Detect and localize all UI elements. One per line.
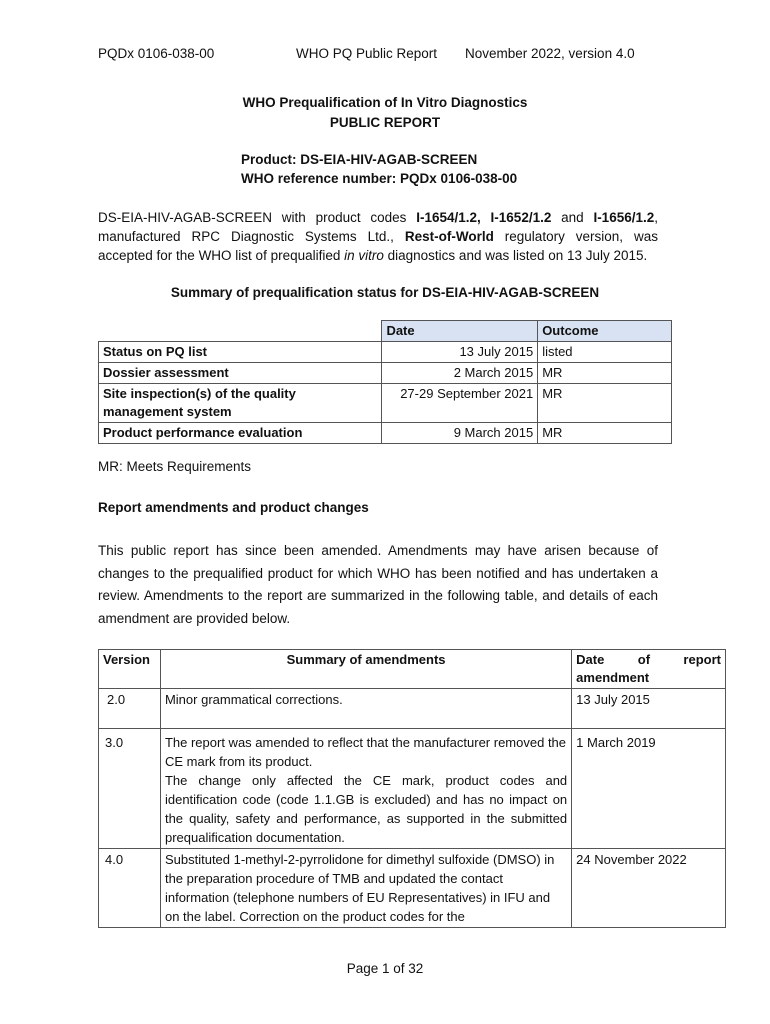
col-date: Date <box>382 321 538 342</box>
col-summary: Summary of amendments <box>160 650 571 689</box>
intro-text-3: regulatory version, was accepted for the WHO list of prequalified <box>98 229 658 263</box>
row-outcome: MR <box>538 363 672 384</box>
status-table <box>98 320 672 444</box>
version-cell: 4.0 <box>99 849 161 928</box>
intro-text-4: diagnostics and was listed on 13 July 2015. <box>383 248 648 263</box>
row-outcome: listed <box>538 342 672 363</box>
summary-cell: Minor grammatical corrections. <box>160 689 571 729</box>
intro-text-2: , manufactured RPC Diagnostic Systems Ltd., <box>98 210 658 244</box>
summary-text-2: The change only affected the CE mark, product codes and identification code (code 1.1.GB is excluded) and has no impact on the quality, safety and performance, as supported in the submitted prequalification documentation. <box>164 773 568 845</box>
table-row <box>99 363 672 384</box>
version-cell: 3.0 <box>99 729 161 849</box>
document-subtitle: PUBLIC REPORT <box>329 115 441 130</box>
row-date: 9 March 2015 <box>382 423 538 444</box>
col-version: Version <box>99 650 161 689</box>
row-label: Status on PQ list <box>99 342 382 363</box>
table-row <box>99 849 726 928</box>
intro-and: and <box>551 210 594 225</box>
empty-cell <box>99 321 382 342</box>
amend-table-header <box>99 650 726 689</box>
amend-date-cell: 13 July 2015 <box>572 689 726 729</box>
intro-text-1: DS-EIA-HIV-AGAB-SCREEN with product codes <box>98 210 417 225</box>
row-date: 27-29 September 2021 <box>382 384 538 423</box>
summary-text-1: The report was amended to reflect that the manufacturer removed the CE mark from its product. <box>164 735 567 769</box>
col-outcome: Outcome <box>538 321 672 342</box>
table-row <box>99 423 672 444</box>
status-table-header <box>99 321 672 342</box>
document-title: WHO Prequalification of In Vitro Diagnostics <box>242 95 528 110</box>
header-version-date: November 2022, version 4.0 <box>465 46 635 61</box>
product-code-3: I-1656/1.2 <box>593 210 655 225</box>
page-number: Page 1 of 32 <box>346 961 424 976</box>
mr-legend: MR: Meets Requirements <box>98 459 252 474</box>
summary-cell <box>160 729 571 849</box>
product-code-1: I-1654/1.2, <box>416 210 481 225</box>
amend-date-cell: 1 March 2019 <box>572 729 726 849</box>
col-amend-date: Date of report amendment <box>572 650 726 689</box>
product-code-2: I-1652/1.2 <box>490 210 552 225</box>
table-row <box>99 689 726 729</box>
table-row <box>99 342 672 363</box>
regulatory-version: Rest-of-World <box>404 229 494 244</box>
row-label: Dossier assessment <box>99 363 382 384</box>
amendments-paragraph: This public report has since been amended. Amendments may have arisen because of changes to the prequalified product for which WHO has been notified and has undertaken a review. Amendments to the report are summarized in the following table, and details of each amendment are provided below. <box>98 543 658 626</box>
row-date: 13 July 2015 <box>382 342 538 363</box>
in-vitro-italic: in vitro <box>344 248 384 263</box>
amend-date-cell: 24 November 2022 <box>572 849 726 928</box>
summary-heading: Summary of prequalification status for DS-EIA-HIV-AGAB-SCREEN <box>170 285 600 300</box>
table-row <box>99 729 726 849</box>
row-label: Site inspection(s) of the quality management system <box>99 384 382 423</box>
summary-cell: Substituted 1-methyl-2-pyrrolidone for dimethyl sulfoxide (DMSO) in the preparation procedure of TMB and updated the contact information (telephone numbers of EU Representatives) in IFU and on the label. Correction on the product codes for the <box>160 849 571 928</box>
version-cell: 2.0 <box>99 689 161 729</box>
amendments-heading: Report amendments and product changes <box>98 500 369 515</box>
amendments-table <box>98 649 726 928</box>
table-row <box>99 384 672 423</box>
row-date: 2 March 2015 <box>382 363 538 384</box>
header-report-name: WHO PQ Public Report <box>296 46 438 61</box>
row-outcome: MR <box>538 423 672 444</box>
header-doc-code: PQDx 0106-038-00 <box>98 46 215 61</box>
reference-number: WHO reference number: PQDx 0106-038-00 <box>241 171 518 186</box>
intro-paragraph <box>98 208 658 265</box>
row-outcome: MR <box>538 384 672 423</box>
row-label: Product performance evaluation <box>99 423 382 444</box>
product-name: Product: DS-EIA-HIV-AGAB-SCREEN <box>241 152 478 167</box>
